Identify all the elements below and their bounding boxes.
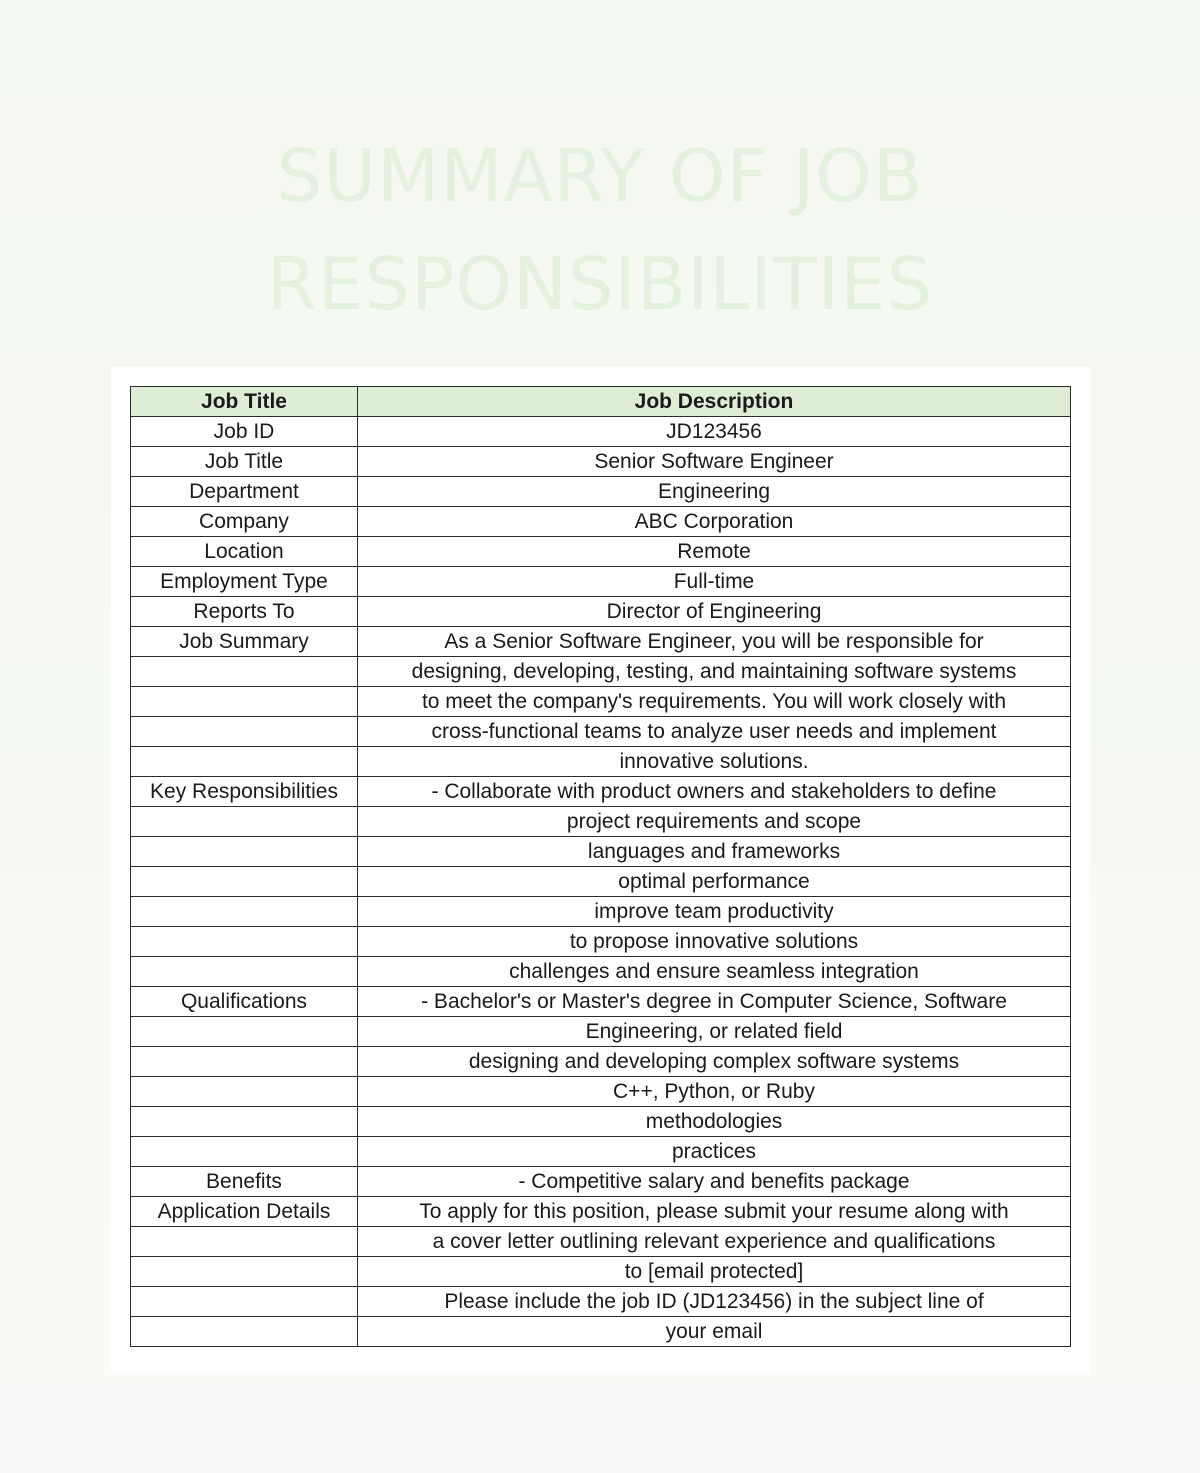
table-row [131,987,1071,1017]
page-title-line-2: RESPONSIBILITIES [266,242,934,326]
row-label-cell: Company [131,507,358,537]
row-label-cell [131,1257,358,1287]
row-label-cell: Job ID [131,417,358,447]
table-header-row [131,387,1071,417]
table-row [131,717,1071,747]
document-sheet [111,367,1090,1373]
row-description-cell: to [email protected] [358,1257,1071,1287]
row-label-cell: Qualifications [131,987,358,1017]
row-label-cell [131,867,358,897]
row-description-cell: To apply for this position, please submit your resume along with [358,1197,1071,1227]
row-label-cell [131,1317,358,1347]
row-description-cell: Senior Software Engineer [358,447,1071,477]
row-label-cell: Location [131,537,358,567]
table-row [131,417,1071,447]
table-row [131,1287,1071,1317]
table-row [131,747,1071,777]
row-description-cell: ABC Corporation [358,507,1071,537]
page-title [0,122,1200,338]
row-description-cell: a cover letter outlining relevant experience and qualifications [358,1227,1071,1257]
row-description-cell: to propose innovative solutions [358,927,1071,957]
row-label-cell [131,657,358,687]
row-description-cell: Remote [358,537,1071,567]
row-description-cell: languages and frameworks [358,837,1071,867]
table-row [131,627,1071,657]
row-label-cell [131,837,358,867]
row-label-cell [131,747,358,777]
row-label-cell [131,1017,358,1047]
table-row [131,807,1071,837]
row-label-cell [131,807,358,837]
row-description-cell: your email [358,1317,1071,1347]
job-table [130,386,1071,1347]
row-description-cell: - Bachelor's or Master's degree in Computer Science, Software [358,987,1071,1017]
table-row [131,927,1071,957]
page-title-line-1: SUMMARY OF JOB [276,134,924,218]
row-label-cell [131,1047,358,1077]
table-row [131,687,1071,717]
table-row [131,1257,1071,1287]
table-row [131,1197,1071,1227]
row-label-cell: Reports To [131,597,358,627]
header-job-description: Job Description [358,387,1071,417]
header-job-title: Job Title [131,387,358,417]
row-description-cell: cross-functional teams to analyze user needs and implement [358,717,1071,747]
row-label-cell [131,1227,358,1257]
row-label-cell: Job Title [131,447,358,477]
table-row [131,1317,1071,1347]
row-description-cell: optimal performance [358,867,1071,897]
table-body [131,417,1071,1347]
row-label-cell [131,927,358,957]
row-label-cell: Key Responsibilities [131,777,358,807]
row-label-cell: Benefits [131,1167,358,1197]
table-row [131,597,1071,627]
table-row [131,777,1071,807]
row-description-cell: challenges and ensure seamless integration [358,957,1071,987]
table-row [131,1107,1071,1137]
row-description-cell: - Collaborate with product owners and stakeholders to define [358,777,1071,807]
table-row [131,897,1071,927]
row-label-cell: Department [131,477,358,507]
table-row [131,1137,1071,1167]
row-label-cell: Application Details [131,1197,358,1227]
row-description-cell: As a Senior Software Engineer, you will be responsible for [358,627,1071,657]
row-label-cell [131,1077,358,1107]
row-description-cell: C++, Python, or Ruby [358,1077,1071,1107]
row-description-cell: JD123456 [358,417,1071,447]
row-description-cell: Engineering [358,477,1071,507]
table-row [131,477,1071,507]
row-description-cell: designing, developing, testing, and maintaining software systems [358,657,1071,687]
table-row [131,1017,1071,1047]
table-row [131,957,1071,987]
table-row [131,1227,1071,1257]
row-description-cell: Engineering, or related field [358,1017,1071,1047]
table-row [131,837,1071,867]
row-label-cell: Employment Type [131,567,358,597]
row-label-cell [131,687,358,717]
table-row [131,447,1071,477]
row-label-cell [131,897,358,927]
table-row [131,1077,1071,1107]
row-label-cell [131,1287,358,1317]
row-label-cell [131,1137,358,1167]
table-row [131,1047,1071,1077]
table-row [131,867,1071,897]
table-row [131,567,1071,597]
table-row [131,507,1071,537]
row-description-cell: - Competitive salary and benefits package [358,1167,1071,1197]
row-label-cell: Job Summary [131,627,358,657]
row-description-cell: methodologies [358,1107,1071,1137]
row-description-cell: Director of Engineering [358,597,1071,627]
row-description-cell: improve team productivity [358,897,1071,927]
row-description-cell: designing and developing complex software systems [358,1047,1071,1077]
table-row [131,657,1071,687]
row-description-cell: Full-time [358,567,1071,597]
table-row [131,1167,1071,1197]
table-row [131,537,1071,567]
row-description-cell: Please include the job ID (JD123456) in the subject line of [358,1287,1071,1317]
row-description-cell: project requirements and scope [358,807,1071,837]
row-description-cell: practices [358,1137,1071,1167]
row-description-cell: innovative solutions. [358,747,1071,777]
row-label-cell [131,1107,358,1137]
row-label-cell [131,717,358,747]
row-label-cell [131,957,358,987]
row-description-cell: to meet the company's requirements. You will work closely with [358,687,1071,717]
